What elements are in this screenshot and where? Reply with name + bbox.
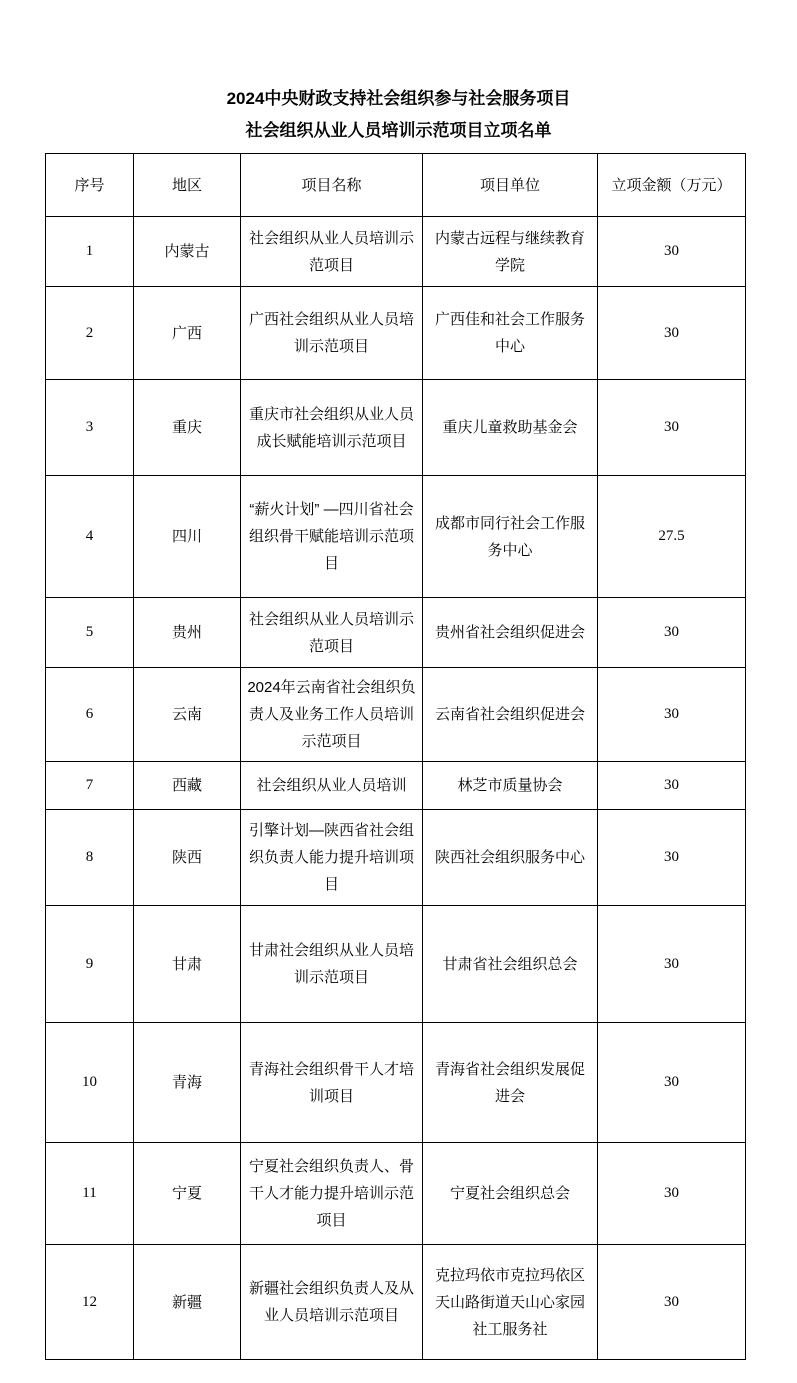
table-row — [46, 668, 746, 762]
cell-project-name: 宁夏社会组织负责人、骨干人才能力提升培训示范项目 — [241, 1143, 423, 1245]
cell-project-unit: 重庆儿童救助基金会 — [423, 380, 598, 476]
column-header-amount: 立项金额（万元） — [598, 154, 746, 217]
cell-seq: 1 — [46, 217, 134, 287]
cell-amount: 30 — [598, 1023, 746, 1143]
table-row — [46, 1143, 746, 1245]
cell-seq: 11 — [46, 1143, 134, 1245]
cell-amount: 30 — [598, 668, 746, 762]
table-row — [46, 217, 746, 287]
cell-project-name: 新疆社会组织负责人及从业人员培训示范项目 — [241, 1245, 423, 1360]
table-row — [46, 287, 746, 380]
cell-seq: 7 — [46, 762, 134, 810]
cell-area: 青海 — [134, 1023, 241, 1143]
table-header-row — [46, 154, 746, 217]
column-header-area: 地区 — [134, 154, 241, 217]
cell-project-name: 引擎计划—陕西省社会组织负责人能力提升培训项目 — [241, 810, 423, 906]
cell-seq: 2 — [46, 287, 134, 380]
cell-seq: 12 — [46, 1245, 134, 1360]
cell-project-name: 重庆市社会组织从业人员成长赋能培训示范项目 — [241, 380, 423, 476]
table-row — [46, 380, 746, 476]
cell-project-name: 社会组织从业人员培训示范项目 — [241, 217, 423, 287]
cell-amount: 30 — [598, 380, 746, 476]
cell-amount: 30 — [598, 810, 746, 906]
project-listing-table-wrapper — [45, 153, 745, 1360]
cell-project-unit: 陕西社会组织服务中心 — [423, 810, 598, 906]
column-header-project-name: 项目名称 — [241, 154, 423, 217]
cell-project-name: 青海社会组织骨干人才培训项目 — [241, 1023, 423, 1143]
table-row — [46, 1245, 746, 1360]
table-row — [46, 476, 746, 598]
cell-amount: 30 — [598, 217, 746, 287]
cell-project-unit: 贵州省社会组织促进会 — [423, 598, 598, 668]
cell-project-unit: 成都市同行社会工作服务中心 — [423, 476, 598, 598]
cell-area: 陕西 — [134, 810, 241, 906]
cell-area: 西藏 — [134, 762, 241, 810]
cell-project-unit: 克拉玛依市克拉玛依区天山路街道天山心家园社工服务社 — [423, 1245, 598, 1360]
table-row — [46, 810, 746, 906]
page-title-line-1: 2024中央财政支持社会组织参与社会服务项目 — [226, 89, 571, 108]
cell-amount: 30 — [598, 762, 746, 810]
table-row — [46, 1023, 746, 1143]
cell-seq: 10 — [46, 1023, 134, 1143]
cell-amount: 27.5 — [598, 476, 746, 598]
cell-seq: 9 — [46, 906, 134, 1023]
table-body — [46, 217, 746, 1360]
cell-amount: 30 — [598, 1245, 746, 1360]
page-title-line-2: 社会组织从业人员培训示范项目立项名单 — [245, 121, 552, 140]
cell-project-unit: 林芝市质量协会 — [423, 762, 598, 810]
cell-area: 广西 — [134, 287, 241, 380]
cell-seq: 5 — [46, 598, 134, 668]
cell-amount: 30 — [598, 287, 746, 380]
cell-project-unit: 甘肃省社会组织总会 — [423, 906, 598, 1023]
table-row — [46, 762, 746, 810]
cell-area: 甘肃 — [134, 906, 241, 1023]
cell-area: 宁夏 — [134, 1143, 241, 1245]
cell-area: 贵州 — [134, 598, 241, 668]
cell-project-unit: 内蒙古远程与继续教育学院 — [423, 217, 598, 287]
cell-area: 四川 — [134, 476, 241, 598]
cell-amount: 30 — [598, 598, 746, 668]
cell-area: 重庆 — [134, 380, 241, 476]
cell-project-unit: 广西佳和社会工作服务中心 — [423, 287, 598, 380]
cell-area: 云南 — [134, 668, 241, 762]
cell-amount: 30 — [598, 1143, 746, 1245]
table-row — [46, 906, 746, 1023]
cell-seq: 8 — [46, 810, 134, 906]
column-header-project-unit: 项目单位 — [423, 154, 598, 217]
cell-project-unit: 云南省社会组织促进会 — [423, 668, 598, 762]
cell-project-unit: 青海省社会组织发展促进会 — [423, 1023, 598, 1143]
cell-project-name: 2024年云南省社会组织负责人及业务工作人员培训示范项目 — [241, 668, 423, 762]
cell-project-name: 广西社会组织从业人员培训示范项目 — [241, 287, 423, 380]
cell-seq: 4 — [46, 476, 134, 598]
cell-amount: 30 — [598, 906, 746, 1023]
page-title — [0, 0, 797, 146]
cell-project-unit: 宁夏社会组织总会 — [423, 1143, 598, 1245]
column-header-seq: 序号 — [46, 154, 134, 217]
table-row — [46, 598, 746, 668]
project-listing-table — [45, 153, 746, 1360]
cell-seq: 6 — [46, 668, 134, 762]
table-header — [46, 154, 746, 217]
cell-project-name: “薪火计划” —四川省社会组织骨干赋能培训示范项目 — [241, 476, 423, 598]
cell-project-name: 甘肃社会组织从业人员培训示范项目 — [241, 906, 423, 1023]
cell-project-name: 社会组织从业人员培训示范项目 — [241, 598, 423, 668]
cell-seq: 3 — [46, 380, 134, 476]
cell-area: 内蒙古 — [134, 217, 241, 287]
cell-area: 新疆 — [134, 1245, 241, 1360]
cell-project-name: 社会组织从业人员培训 — [241, 762, 423, 810]
